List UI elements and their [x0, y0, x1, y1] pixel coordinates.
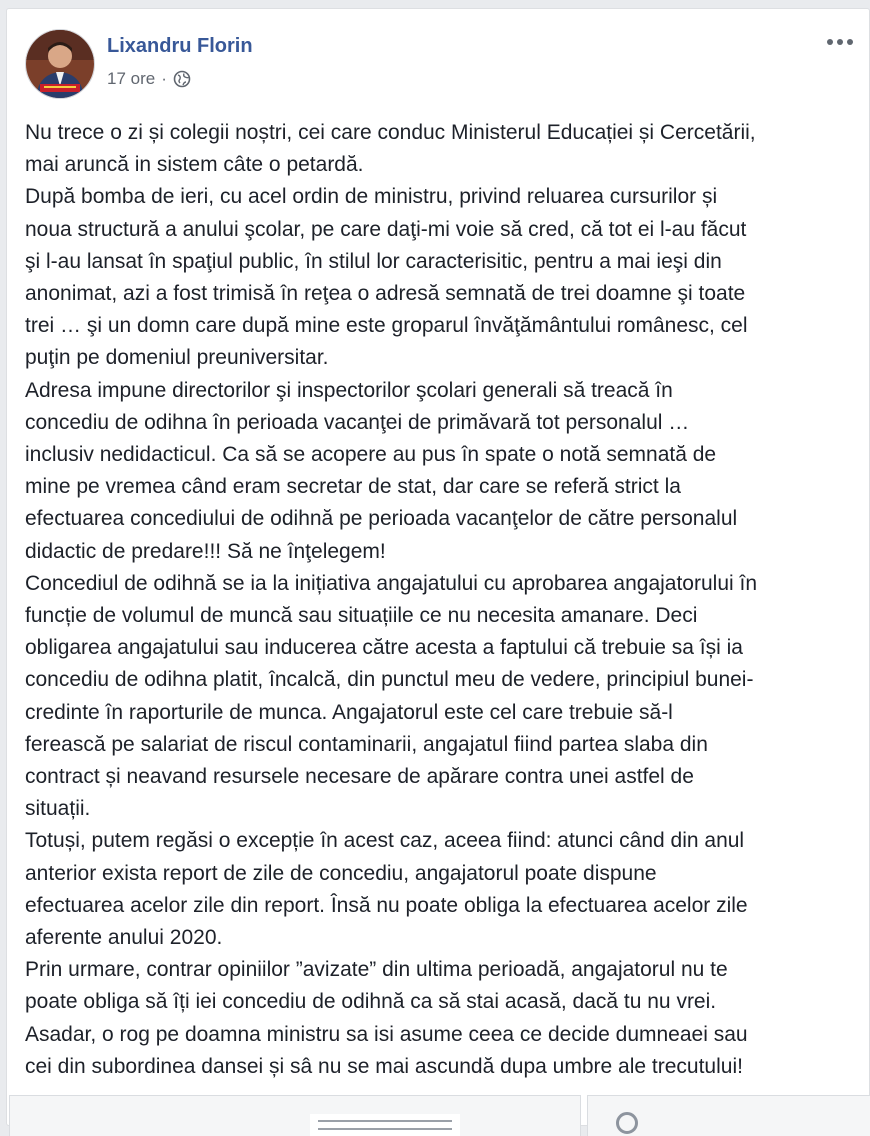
post-text-line: Totuși, putem regăsi o excepție în acest caz, aceea fiind: atunci când din anul	[25, 829, 745, 853]
document-preview	[310, 1114, 460, 1136]
post-text-line: efectuarea acelor zile din report. Însă nu poate obliga la efectuarea acelor zile	[25, 893, 748, 917]
post-text-line: concediu de odihna platit, încalcă, din punctul meu de vedere, principiul bunei-	[25, 668, 754, 692]
post-text-line: puţin pe domeniul preuniversitar.	[25, 346, 329, 370]
post-text-line: Nu trece o zi și colegii noștri, cei care conduc Ministerul Educației și Cercetării,	[25, 121, 756, 144]
post-text-line: situații.	[25, 797, 91, 821]
profile-photo	[26, 30, 94, 98]
post-text-line: Concediul de odihnă se ia la inițiativa angajatului cu aprobarea angajatorului în	[25, 571, 758, 595]
post-text-line: noua structură a anului şcolar, pe care daţi-mi voie să cred, că tot ei l-au făcut	[25, 217, 747, 241]
logo-icon	[616, 1112, 638, 1134]
meta-separator: ·	[161, 69, 167, 88]
post-text-line: Asadar, o rog pe doamna ministru sa isi asume ceea ce decide dumneaei sau	[25, 1022, 748, 1046]
post-meta	[107, 69, 191, 89]
post-text-line: şi l-au lansat în spaţiul public, în stilul lor caracterisitic, pentru a mai ieşi din	[25, 249, 722, 273]
post-text-line: poate obliga să îți iei concediu de odihnă ca să stai acasă, dacă tu nu vrei.	[25, 990, 717, 1014]
post-text-line: Prin urmare, contrar opiniilor ”avizate” din ultima perioadă, angajatorul nu te	[25, 958, 728, 982]
post-text-line: didactic de predare!!! Să ne înţelegem!	[25, 539, 386, 563]
post-text-line: cei din subordinea dansei și sâ nu se mai ascundă dupa umbre ale trecutului!	[25, 1054, 743, 1078]
post-text-line: concediu de odihna în perioada vacanţei de primăvară tot personalul …	[25, 410, 690, 434]
post-text-line: După bomba de ieri, cu acel ordin de ministru, privind reluarea cursurilor și	[25, 185, 718, 209]
post-text-line: aferente anului 2020.	[25, 926, 223, 950]
more-options-icon[interactable]	[823, 31, 857, 53]
post-text-line: funcție de volumul de muncă sau situațiile ce nu necesita amanare. Deci	[25, 604, 698, 628]
post-time[interactable]: 17 ore	[107, 69, 156, 88]
attached-image-secondary[interactable]	[587, 1095, 870, 1136]
post-card	[6, 8, 870, 1126]
post-text-line: mai aruncă in sistem câte o petardă.	[25, 153, 364, 177]
globe-icon[interactable]	[173, 70, 191, 88]
avatar[interactable]	[25, 29, 95, 99]
post-text	[25, 117, 861, 1083]
post-text-line: trei … şi un domn care după mine este groparul învăţământului românesc, cel	[25, 314, 748, 338]
author-name[interactable]: Lixandru Florin	[107, 35, 253, 57]
post-text-line: anonimat, azi a fost trimisă în reţea o adresă semnată de trei doamne şi toate	[25, 282, 746, 306]
post-text-line: contract și neavand resursele necesare de apărare contra unei astfel de	[25, 765, 694, 789]
post-text-line: anterior exista report de zile de concediu, angajatorul poate dispune	[25, 861, 657, 885]
post-text-line: efectuarea concediului de odihnă pe perioada vacanţelor de către personalul	[25, 507, 738, 531]
post-text-line: Adresa impune directorilor şi inspectorilor şcolari generali să treacă în	[25, 378, 673, 402]
post-text-line: ferească pe salariat de riscul contaminarii, angajatul fiind partea slaba din	[25, 732, 708, 756]
post-text-line: mine pe vremea când eram secretar de stat, dar care se referă strict la	[25, 475, 681, 499]
post-text-line: obligarea angajatului sau inducerea către acesta a faptului că trebuie sa își ia	[25, 636, 743, 660]
post-text-line: inclusiv nedidacticul. Ca să se acopere au pus în spate o notă semnată de	[25, 443, 717, 467]
attached-image-document[interactable]	[9, 1095, 581, 1136]
post-text-line: credinte în raporturile de munca. Angajatorul este cel care trebuie să-l	[25, 700, 673, 724]
